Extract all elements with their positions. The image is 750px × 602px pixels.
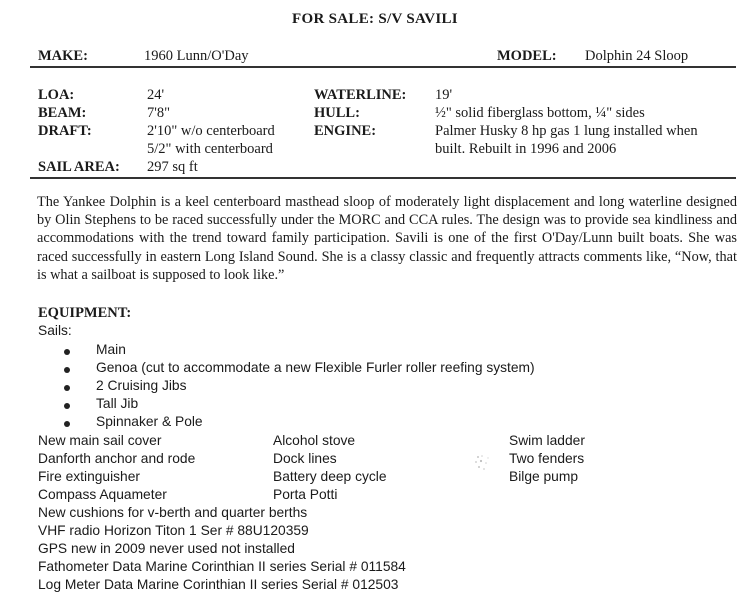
waterline-value: 19' xyxy=(435,87,453,103)
equipment-item: VHF radio Horizon Titon 1 Ser # 88U120359 xyxy=(38,523,309,538)
sails-label: Sails: xyxy=(38,323,72,338)
beam-label: BEAM: xyxy=(38,105,87,121)
waterline-label: WATERLINE: xyxy=(314,87,407,103)
engine-value-2: built. Rebuilt in 1996 and 2006 xyxy=(435,141,617,157)
draft-value: 2'10" w/o centerboard xyxy=(147,123,275,139)
beam-value: 7'8" xyxy=(147,105,171,121)
equipment-item: Battery deep cycle xyxy=(273,469,387,484)
engine-value: Palmer Husky 8 hp gas 1 lung installed when xyxy=(435,123,698,139)
equipment-item: New main sail cover xyxy=(38,433,162,448)
equipment-item: Dock lines xyxy=(273,451,337,466)
equipment-item: Alcohol stove xyxy=(273,433,356,448)
bullet-icon xyxy=(64,385,70,391)
sail-area-label: SAIL AREA: xyxy=(38,159,120,175)
divider-top xyxy=(30,66,736,68)
make-value: 1960 Lunn/O'Day xyxy=(144,48,249,64)
loa-label: LOA: xyxy=(38,87,75,103)
equipment-item: Porta Potti xyxy=(273,487,338,502)
equipment-item: Fire extinguisher xyxy=(38,469,140,484)
equipment-item: Fathometer Data Marine Corinthian II series Serial # 011584 xyxy=(38,559,406,574)
sail-area-value: 297 sq ft xyxy=(147,159,198,175)
divider-bottom xyxy=(30,177,736,179)
sail-item: Tall Jib xyxy=(96,396,139,411)
bullet-icon xyxy=(64,367,70,373)
equipment-item: GPS new in 2009 never used not installed xyxy=(38,541,295,556)
loa-value: 24' xyxy=(147,87,165,103)
description-paragraph: The Yankee Dolphin is a keel centerboard masthead sloop of moderately light displacement and long waterline designed by Olin Stephens to be raced successfully under the MORC and CCA rules. The design was to provide sea kindliness and accommodations with the trend toward family participation. Savili is one of the first O'Day/Lunn built boats. She was raced successfully in eastern Long Island Sound. She is a classy classic and frequently attracts comments like, “Now, that is what a sailboat is supposed to look like.” xyxy=(37,194,737,283)
equipment-item: Bilge pump xyxy=(509,469,579,484)
equipment-heading: EQUIPMENT: xyxy=(38,305,132,321)
sail-item: Spinnaker & Pole xyxy=(96,414,203,429)
draft-value-2: 5/2" with centerboard xyxy=(147,141,273,157)
bullet-icon xyxy=(64,403,70,409)
engine-label: ENGINE: xyxy=(314,123,377,139)
draft-label: DRAFT: xyxy=(38,123,92,139)
sail-item: 2 Cruising Jibs xyxy=(96,378,187,393)
equipment-item: Swim ladder xyxy=(509,433,585,448)
equipment-item: New cushions for v-berth and quarter berths xyxy=(38,505,308,520)
model-label: MODEL: xyxy=(497,48,557,64)
equipment-item: Log Meter Data Marine Corinthian II series Serial # 012503 xyxy=(38,577,399,592)
bullet-icon xyxy=(64,421,70,427)
bullet-icon xyxy=(64,349,70,355)
sail-item: Genoa (cut to accommodate a new Flexible Furler roller reefing system) xyxy=(96,360,535,375)
sail-item: Main xyxy=(96,342,126,357)
scan-speck xyxy=(472,452,492,474)
model-value: Dolphin 24 Sloop xyxy=(585,48,689,64)
hull-value: ½" solid fiberglass bottom, ¼" sides xyxy=(435,105,645,121)
make-label: MAKE: xyxy=(38,48,88,64)
equipment-item: Danforth anchor and rode xyxy=(38,451,196,466)
page-title: FOR SALE: S/V SAVILI xyxy=(292,11,458,27)
hull-label: HULL: xyxy=(314,105,360,121)
equipment-item: Compass Aquameter xyxy=(38,487,167,502)
equipment-item: Two fenders xyxy=(509,451,585,466)
